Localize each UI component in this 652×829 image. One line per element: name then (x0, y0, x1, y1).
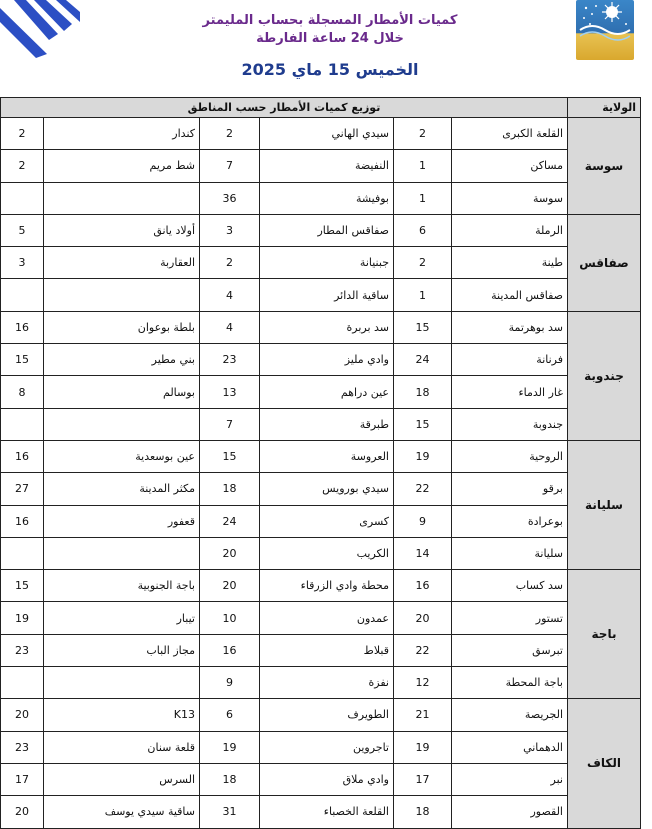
station-name-cell: عين دراهم (260, 376, 394, 408)
governorate-cell: باجة (568, 570, 641, 699)
station-name-cell (44, 182, 200, 214)
station-name-cell: K13 (44, 699, 200, 731)
station-name-cell (44, 408, 200, 440)
table-row (1, 247, 641, 279)
station-name-cell: جندوبة (452, 408, 568, 440)
station-name-cell: تستور (452, 602, 568, 634)
station-name-cell: برقو (452, 473, 568, 505)
station-name-cell: الروحية (452, 440, 568, 472)
rainfall-value-cell: 20 (200, 570, 260, 602)
station-name-cell: جبنيانة (260, 247, 394, 279)
station-name-cell: سد كساب (452, 570, 568, 602)
rainfall-value-cell: 6 (200, 699, 260, 731)
table-row (1, 311, 641, 343)
station-name-cell: باجة المحطة (452, 667, 568, 699)
station-name-cell (44, 537, 200, 569)
rainfall-value-cell: 23 (200, 344, 260, 376)
table-row (1, 182, 641, 214)
station-name-cell: تاجروين (260, 731, 394, 763)
rainfall-value-cell: 15 (1, 570, 44, 602)
station-name-cell (44, 279, 200, 311)
station-name-cell: بوفيشة (260, 182, 394, 214)
rainfall-value-cell (1, 182, 44, 214)
table-row (1, 279, 641, 311)
station-name-cell: صفاقس المطار (260, 214, 394, 246)
table-row (1, 699, 641, 731)
station-name-cell: غار الدماء (452, 376, 568, 408)
rainfall-value-cell: 1 (394, 150, 452, 182)
station-name-cell: فرنانة (452, 344, 568, 376)
station-name-cell: كندار (44, 118, 200, 150)
page-title-line2: خلال 24 ساعة الفارطة (256, 31, 404, 46)
table-row (1, 505, 641, 537)
rainfall-value-cell: 12 (394, 667, 452, 699)
station-name-cell: وادي ملاق (260, 763, 394, 795)
rainfall-value-cell: 20 (1, 796, 44, 828)
rainfall-value-cell: 13 (200, 376, 260, 408)
rainfall-value-cell: 6 (394, 214, 452, 246)
station-name-cell: قعفور (44, 505, 200, 537)
station-name-cell: محطة وادي الزرقاء (260, 570, 394, 602)
rainfall-value-cell: 18 (200, 763, 260, 795)
rainfall-value-cell: 16 (394, 570, 452, 602)
rainfall-value-cell: 21 (394, 699, 452, 731)
rainfall-value-cell: 24 (394, 344, 452, 376)
station-name-cell: بلطة بوعوان (44, 311, 200, 343)
table-row (1, 408, 641, 440)
station-name-cell: عمدون (260, 602, 394, 634)
station-name-cell: طينة (452, 247, 568, 279)
station-name-cell: القلعة الكبرى (452, 118, 568, 150)
rainfall-value-cell: 3 (200, 214, 260, 246)
station-name-cell: أولاد يانق (44, 214, 200, 246)
state-column-header: الولاية (568, 98, 641, 118)
rainfall-value-cell: 23 (1, 634, 44, 666)
station-name-cell: بوعرادة (452, 505, 568, 537)
station-name-cell: مجاز الباب (44, 634, 200, 666)
rainfall-value-cell: 19 (200, 731, 260, 763)
decorative-stripes (0, 0, 80, 60)
table-row (1, 118, 641, 150)
station-name-cell: سليانة (452, 537, 568, 569)
table-row (1, 473, 641, 505)
station-name-cell: قلعة سنان (44, 731, 200, 763)
rainfall-value-cell: 2 (200, 118, 260, 150)
table-row (1, 537, 641, 569)
station-name-cell: الدهماني (452, 731, 568, 763)
table-row (1, 570, 641, 602)
rainfall-value-cell: 14 (394, 537, 452, 569)
table-row (1, 376, 641, 408)
station-name-cell: السرس (44, 763, 200, 795)
table-row (1, 634, 641, 666)
rainfall-value-cell: 17 (394, 763, 452, 795)
table-row (1, 214, 641, 246)
rainfall-value-cell: 15 (200, 440, 260, 472)
rainfall-value-cell: 20 (394, 602, 452, 634)
station-name-cell: باجة الجنوبية (44, 570, 200, 602)
rainfall-value-cell (1, 537, 44, 569)
table-body (1, 118, 641, 829)
station-name-cell: سيدي بورويس (260, 473, 394, 505)
station-name-cell: القلعة الخصباء (260, 796, 394, 828)
table-row (1, 602, 641, 634)
station-name-cell: تبرسق (452, 634, 568, 666)
rainfall-value-cell: 2 (200, 247, 260, 279)
rainfall-table (0, 97, 641, 829)
table-row (1, 763, 641, 795)
station-name-cell: العروسة (260, 440, 394, 472)
rainfall-value-cell: 27 (1, 473, 44, 505)
rainfall-value-cell: 9 (200, 667, 260, 699)
station-name-cell: سيدي الهاني (260, 118, 394, 150)
rainfall-value-cell: 18 (394, 376, 452, 408)
rainfall-value-cell: 18 (200, 473, 260, 505)
station-name-cell: قبلاط (260, 634, 394, 666)
rainfall-value-cell: 8 (1, 376, 44, 408)
rainfall-value-cell: 20 (200, 537, 260, 569)
governorate-cell: الكاف (568, 699, 641, 828)
rainfall-value-cell: 22 (394, 634, 452, 666)
station-name-cell: ساقية الدائر (260, 279, 394, 311)
rainfall-value-cell: 19 (394, 440, 452, 472)
station-name-cell: العقاربة (44, 247, 200, 279)
station-name-cell: سد بربرة (260, 311, 394, 343)
rainfall-value-cell: 16 (1, 505, 44, 537)
governorate-cell: سليانة (568, 440, 641, 569)
rainfall-value-cell: 10 (200, 602, 260, 634)
station-name-cell (44, 667, 200, 699)
rainfall-value-cell: 19 (1, 602, 44, 634)
rainfall-value-cell: 15 (394, 408, 452, 440)
station-name-cell: القصور (452, 796, 568, 828)
rainfall-value-cell: 5 (1, 214, 44, 246)
rainfall-value-cell: 2 (394, 118, 452, 150)
rainfall-value-cell: 3 (1, 247, 44, 279)
station-name-cell: بني مطير (44, 344, 200, 376)
rainfall-value-cell: 18 (394, 796, 452, 828)
table-row (1, 150, 641, 182)
rainfall-value-cell: 4 (200, 279, 260, 311)
station-name-cell: نفزة (260, 667, 394, 699)
rainfall-value-cell: 7 (200, 408, 260, 440)
rainfall-value-cell: 1 (394, 182, 452, 214)
page-title-line1: كميات الأمطار المسجلة بحساب المليمتر (202, 13, 458, 28)
station-name-cell: ساقية سيدي يوسف (44, 796, 200, 828)
rainfall-value-cell: 1 (394, 279, 452, 311)
station-name-cell: سد بوهرتمة (452, 311, 568, 343)
station-name-cell: مكثر المدينة (44, 473, 200, 505)
rainfall-value-cell (1, 667, 44, 699)
rainfall-value-cell: 16 (1, 311, 44, 343)
rainfall-value-cell: 16 (1, 440, 44, 472)
table-row (1, 667, 641, 699)
rainfall-value-cell: 31 (200, 796, 260, 828)
rainfall-value-cell: 22 (394, 473, 452, 505)
station-name-cell: عين بوسعدية (44, 440, 200, 472)
rainfall-value-cell: 7 (200, 150, 260, 182)
rainfall-value-cell: 19 (394, 731, 452, 763)
rainfall-value-cell (1, 408, 44, 440)
rainfall-value-cell: 36 (200, 182, 260, 214)
distribution-column-header: توزيع كميات الأمطار حسب المناطق (1, 98, 568, 118)
station-name-cell: الرملة (452, 214, 568, 246)
station-name-cell: الجريصة (452, 699, 568, 731)
station-name-cell: الطويرف (260, 699, 394, 731)
rainfall-value-cell: 15 (394, 311, 452, 343)
rainfall-value-cell: 15 (1, 344, 44, 376)
governorate-cell: سوسة (568, 118, 641, 215)
rainfall-value-cell (1, 279, 44, 311)
station-name-cell: شط مريم (44, 150, 200, 182)
station-name-cell: وادي مليز (260, 344, 394, 376)
station-name-cell: النفيضة (260, 150, 394, 182)
station-name-cell: الكريب (260, 537, 394, 569)
rainfall-value-cell: 16 (200, 634, 260, 666)
station-name-cell: بوسالم (44, 376, 200, 408)
station-name-cell: مساكن (452, 150, 568, 182)
table-row (1, 796, 641, 828)
station-name-cell: طبرقة (260, 408, 394, 440)
rainfall-value-cell: 9 (394, 505, 452, 537)
station-name-cell: سوسة (452, 182, 568, 214)
table-row (1, 440, 641, 472)
governorate-cell: جندوبة (568, 311, 641, 440)
rainfall-value-cell: 20 (1, 699, 44, 731)
governorate-cell: صفاقس (568, 214, 641, 311)
station-name-cell: كسرى (260, 505, 394, 537)
table-header-row (1, 98, 641, 118)
rainfall-value-cell: 17 (1, 763, 44, 795)
ministry-logo (576, 0, 634, 60)
table-row (1, 731, 641, 763)
station-name-cell: تيبار (44, 602, 200, 634)
rainfall-value-cell: 4 (200, 311, 260, 343)
rainfall-value-cell: 24 (200, 505, 260, 537)
station-name-cell: نبر (452, 763, 568, 795)
table-row (1, 344, 641, 376)
station-name-cell: صفاقس المدينة (452, 279, 568, 311)
rainfall-value-cell: 2 (394, 247, 452, 279)
rainfall-value-cell: 2 (1, 150, 44, 182)
rainfall-value-cell: 23 (1, 731, 44, 763)
rainfall-value-cell: 2 (1, 118, 44, 150)
report-date: الخميس 15 ماي 2025 (241, 60, 419, 79)
